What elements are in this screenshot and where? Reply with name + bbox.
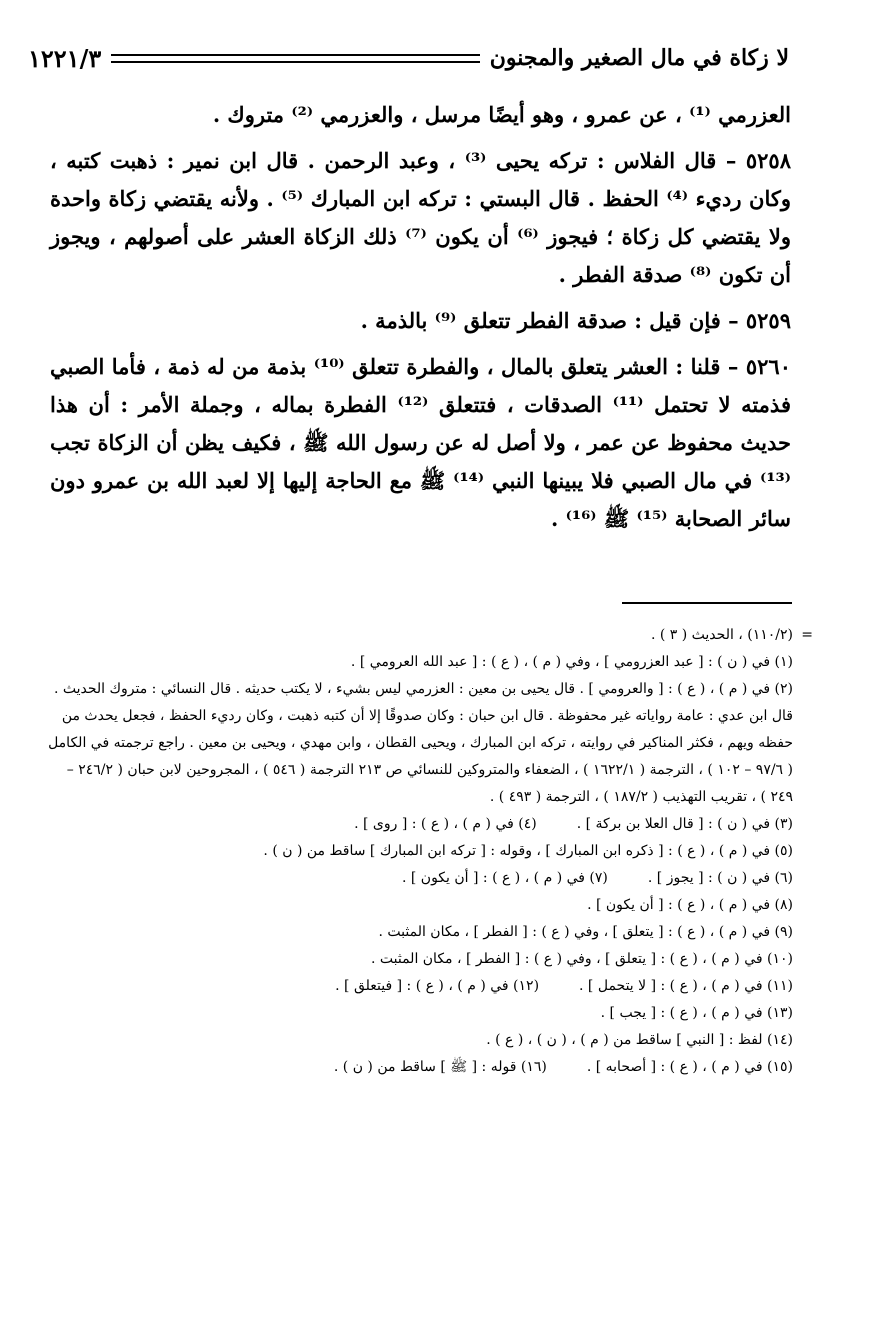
footnote-row-3-4 xyxy=(40,811,793,838)
footnote-11: (١١) في ( م ) ، ( ع ) : [ لا يتحمل ] . xyxy=(579,978,793,994)
footnote-10: (١٠) في ( م ) ، ( ع ) : [ يتعلق ] ، وفي ( ع ) : [ الفطر ] ، مكان المثبت . xyxy=(370,951,793,967)
footnote-9: (٩) في ( م ) ، ( ع ) : [ يتعلق ] ، وفي ( ع ) : [ الفطر ] ، مكان المثبت . xyxy=(378,924,793,940)
header-double-rule xyxy=(111,54,479,63)
paragraph-5260: ٥٢٦٠ – قلنا : العشر يتعلق بالمال ، والفطرة تتعلق ⁽¹⁰⁾ بذمة من له ذمة ، فأما الصبي فذمته لا تحتمل ⁽¹¹⁾ الصدقات ، فتتعلق ⁽¹²⁾ الفطرة بماله ، وجملة الأمر : أن هذا حديث محفوظ عن عمر ، ولا أصل له عن رسول الله ﷺ ، فكيف يظن أن الزكاة تجب ⁽¹³⁾ في مال الصبي فلا يبينها النبي ⁽¹⁴⁾ ﷺ مع الحاجة إليها إلا لعبد الله بن عمرو دون سائر الصحابة ⁽¹⁵⁾ ﷺ ⁽¹⁶⁾ . xyxy=(50,354,791,531)
footnote-6: (٦) في ( ن ) : [ يجوز ] . xyxy=(647,870,793,886)
footnote-row-15-16 xyxy=(40,1054,793,1081)
footnote-continuation xyxy=(40,622,813,649)
footnote-4: (٤) في ( م ) ، ( ع ) : [ روى ] . xyxy=(354,816,537,832)
footnote-row-6-7 xyxy=(40,865,793,892)
running-header xyxy=(28,38,789,78)
footnote-separator xyxy=(622,602,792,604)
paragraph-5259: ٥٢٥٩ – فإن قيل : صدقة الفطر تتعلق ⁽⁹⁾ بالذمة . xyxy=(360,308,791,333)
chapter-title: لا زكاة في مال الصغير والمجنون xyxy=(489,45,789,71)
footnote-12: (١٢) في ( م ) ، ( ع ) : [ فيتعلق ] . xyxy=(335,978,540,994)
continuation-marker: = xyxy=(801,627,813,643)
page-number: ١٢٢١/٣ xyxy=(28,43,102,73)
footnote-7: (٧) في ( م ) ، ( ع ) : [ أن يكون ] . xyxy=(401,870,608,886)
footnote-row-11-12 xyxy=(40,973,793,1000)
footnote-14: (١٤) لفظ : [ النبي ] ساقط من ( م ) ، ( ن ) ، ( ع ) . xyxy=(486,1032,793,1048)
footnote-3: (٣) في ( ن ) : [ قال العلا بن بركة ] . xyxy=(576,816,793,832)
footnote-continuation-text: (١١٠/٢) ، الحديث ( ٣ ) . xyxy=(650,627,793,643)
footnote-8: (٨) في ( م ) ، ( ع ) : [ أن يكون ] . xyxy=(587,897,793,913)
main-text xyxy=(50,96,791,546)
paragraph-continuation: العزرمي ⁽¹⁾ ، عن عمرو ، وهو أيضًا مرسل ، والعزرمي ⁽²⁾ متروك . xyxy=(212,102,791,127)
footnotes xyxy=(40,622,813,1081)
footnote-16: (١٦) قوله : [ ﷺ ] ساقط من ( ن ) . xyxy=(333,1059,547,1075)
paragraph-5258: ٥٢٥٨ – قال الفلاس : تركه يحيى ⁽³⁾ ، وعبد الرحمن . قال ابن نمير : ذهبت كتبه ، وكان رديء ⁽⁴⁾ الحفظ . قال البستي : تركه ابن المبارك ⁽⁵⁾ . ولأنه يقتضي زكاة واحدة ولا يقتضي كل زكاة ؛ فيجوز ⁽⁶⁾ أن يكون ⁽⁷⁾ ذلك الزكاة العشر على أصولهم ، ويجوز أن تكون ⁽⁸⁾ صدقة الفطر . xyxy=(50,148,792,287)
footnote-1: (١) في ( ن ) : [ عبد العزرومي ] ، وفي ( م ) ، ( ع ) : [ عبد الله العرومي ] . xyxy=(350,654,793,670)
footnote-2: (٢) في ( م ) ، ( ع ) : [ والعرومي ] . قال يحيى بن معين : العزرمي ليس بشيء ، لا يكتب حديثه . قال النسائي : متروك الحديث . قال ابن عدي : عامة رواياته غير محفوظة . قال ابن حبان : وكان صدوقًا إلا أن كتبه ذهبت ، وكان رديء الحفظ ، فجعل يحدث من حفظه ويهم ، فكثر المناكير في روايته ، تركه ابن المبارك ، ويحيى القطان ، وابن مهدي ، ويحيى بن معين . راجع ترجمته في الكامل ( ٩٧/٦ – ١٠٢ ) ، الترجمة ( ١٦٢٢/١ ) ، الضعفاء والمتروكين للنسائي ص ٢١٣ الترجمة ( ٥٤٦ ) ، المجروحين لابن حبان ( ٢٤٦/٢ – ٢٤٩ ) ، تقريب التهذيب ( ١٨٧/٢ ) ، الترجمة ( ٤٩٣ ) . xyxy=(48,681,793,805)
footnote-5: (٥) في ( م ) ، ( ع ) : [ ذكره ابن المبارك ] ، وقوله : [ تركه ابن المبارك ] ساقط من ( ن ) . xyxy=(263,843,793,859)
footnote-15: (١٥) في ( م ) ، ( ع ) : [ أصحابه ] . xyxy=(586,1059,793,1075)
footnote-13: (١٣) في ( م ) ، ( ع ) : [ يجب ] . xyxy=(600,1005,793,1021)
